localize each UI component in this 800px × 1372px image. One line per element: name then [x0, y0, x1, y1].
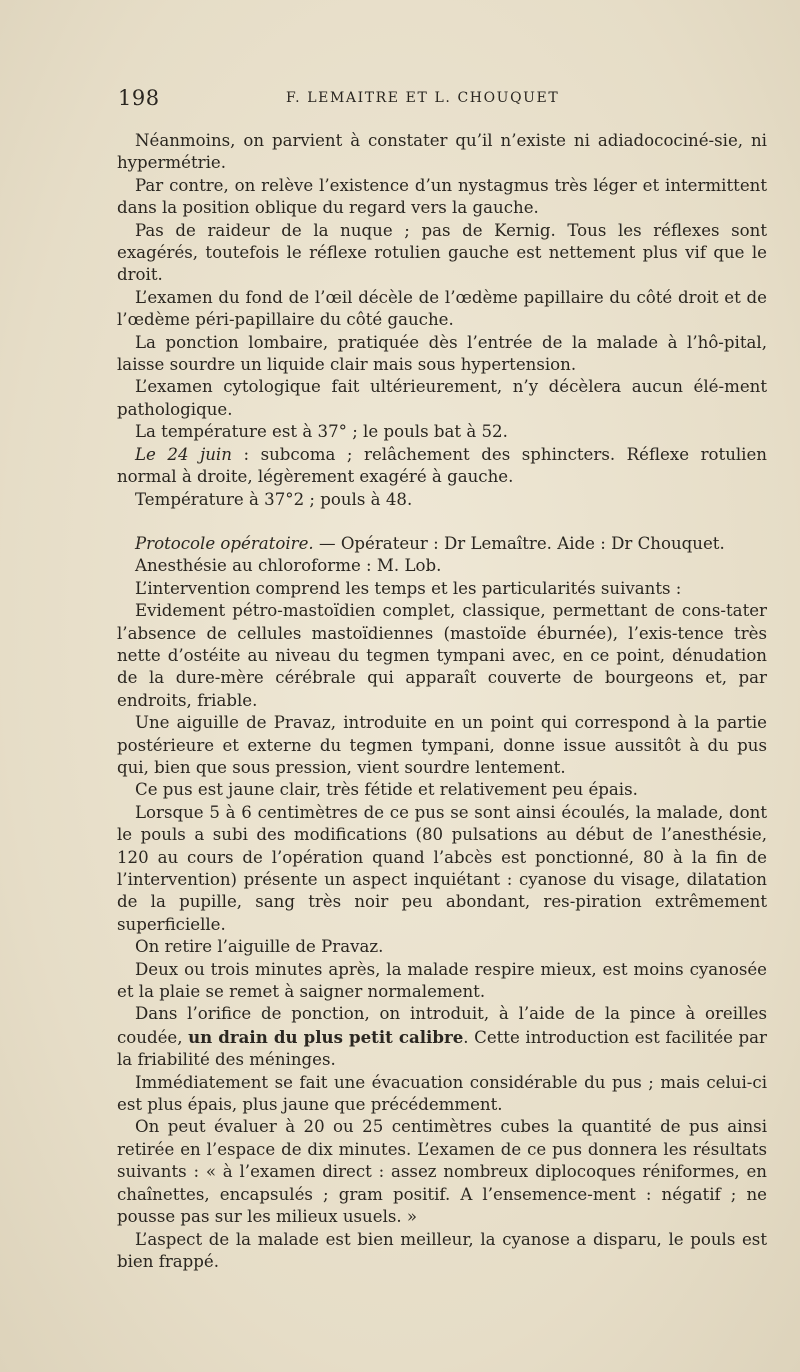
paragraph — [117, 1003, 767, 1071]
protocol-heading — [117, 533, 767, 555]
paragraph: Lorsque 5 à 6 centimètres de ce pus se sont ainsi écoulés, la malade, dont le pouls a subi des modifications (80 pulsations au début de l’anesthésie, 120 au cours de l’opération quand l’abcès est ponctionné, 80 à la fin de l’intervention) présente un aspect inquiétant : cyanose du visage, dilatation de la pupille, sang très noir peu abondant, res-piration extrêmement superficielle. — [117, 802, 767, 934]
paragraph: Anesthésie au chloroforme : M. Lob. — [135, 556, 442, 576]
section-title: Protocole opératoire. — [135, 533, 314, 553]
paragraph: L’aspect de la malade est bien meilleur, la cyanose a disparu, le pouls est bien frappé. — [117, 1229, 767, 1271]
running-title: F. LEMAITRE ET L. CHOUQUET — [286, 90, 560, 106]
paragraph: La ponction lombaire, pratiquée dès l’entrée de la malade à l’hô-pital, laisse sourdre un liquide clair mais sous hypertension. — [117, 332, 767, 375]
page-header — [118, 86, 768, 114]
paragraph-text: Dans l’orifice de ponction, on introduit, à l’aide de la pince à oreilles coudée, — [117, 1004, 767, 1047]
page-number: 198 — [118, 86, 160, 110]
paragraph-text: : subcoma ; relâchement des sphincters. Réflexe rotulien normal à droite, légèrement exagéré à gauche. — [117, 444, 767, 487]
paragraph: Pas de raideur de la nuque ; pas de Kernig. Tous les réflexes sont exagérés, toutefois le réflexe rotulien gauche est nettement plus vif que le droit. — [117, 220, 767, 285]
paragraph: On peut évaluer à 20 ou 25 centimètres cubes la quantité de pus ainsi retirée en l’espace de dix minutes. L’examen de ce pus donnera les résultats suivants : « à l’examen direct : assez nombreux diplocoques réniformes, en chaînettes, encapsulés ; gram positif. A l’ensemence-ment : négatif ; ne pousse pas sur les milieux usuels. » — [117, 1117, 767, 1227]
paragraph: Une aiguille de Pravaz, introduite en un point qui correspond à la partie postérieure et externe du tegmen tympani, donne issue aussitôt à du pus qui, bien que sous pression, vient sourdre lentement. — [117, 713, 767, 777]
paragraph: Ce pus est jaune clair, très fétide et relativement peu épais. — [135, 780, 638, 800]
paragraph: Néanmoins, on parvient à constater qu’il n’existe ni adiadocociné-sie, ni hypermétrie. — [117, 131, 767, 173]
paragraph: Par contre, on relève l’existence d’un nystagmus très léger et intermittent dans la position oblique du regard vers la gauche. — [117, 175, 767, 218]
paragraph-text: . Cette introduction est facilitée par la friabilité des méninges. — [117, 1027, 767, 1070]
paragraph: Température à 37°2 ; pouls à 48. — [135, 489, 413, 509]
paragraph: Immédiatement se fait une évacuation considérable du pus ; mais celui-ci est plus épais, plus jaune que précédemment. — [117, 1072, 767, 1115]
body-text — [117, 130, 767, 1273]
paragraph: Evidement pétro-mastoïdien complet, classique, permettant de cons-tater l’absence de cellules mastoïdiennes (mastoïde éburnée), l’exis-tence très nette d’ostéite au niveau du tegmen tympani avec, en ce point, dénudation de la dure-mère cérébrale qui apparaît couverte de bourgeons et, par endroits, friable. — [117, 601, 767, 710]
date-lead: Le 24 juin — [135, 444, 232, 464]
section-title-rest: — Opérateur : Dr Lemaître. Aide : Dr Chouquet. — [313, 533, 725, 553]
bold-phrase: un drain du plus petit calibre — [188, 1026, 464, 1047]
paragraph: On retire l’aiguille de Pravaz. — [135, 937, 384, 957]
paragraph: L’examen du fond de l’œil décèle de l’œdème papillaire du côté droit et de l’œdème péri-papillaire du côté gauche. — [117, 287, 767, 330]
paragraph: La température est à 37° ; le pouls bat à 52. — [135, 422, 508, 442]
paragraph: L’examen cytologique fait ultérieurement, n’y décèlera aucun élé-ment pathologique. — [117, 377, 767, 419]
paragraph: Deux ou trois minutes après, la malade respire mieux, est moins cyanosée et la plaie se remet à saigner normalement. — [117, 959, 767, 1002]
paragraph — [117, 444, 767, 489]
paragraph: L’intervention comprend les temps et les particularités suivants : — [135, 578, 682, 598]
